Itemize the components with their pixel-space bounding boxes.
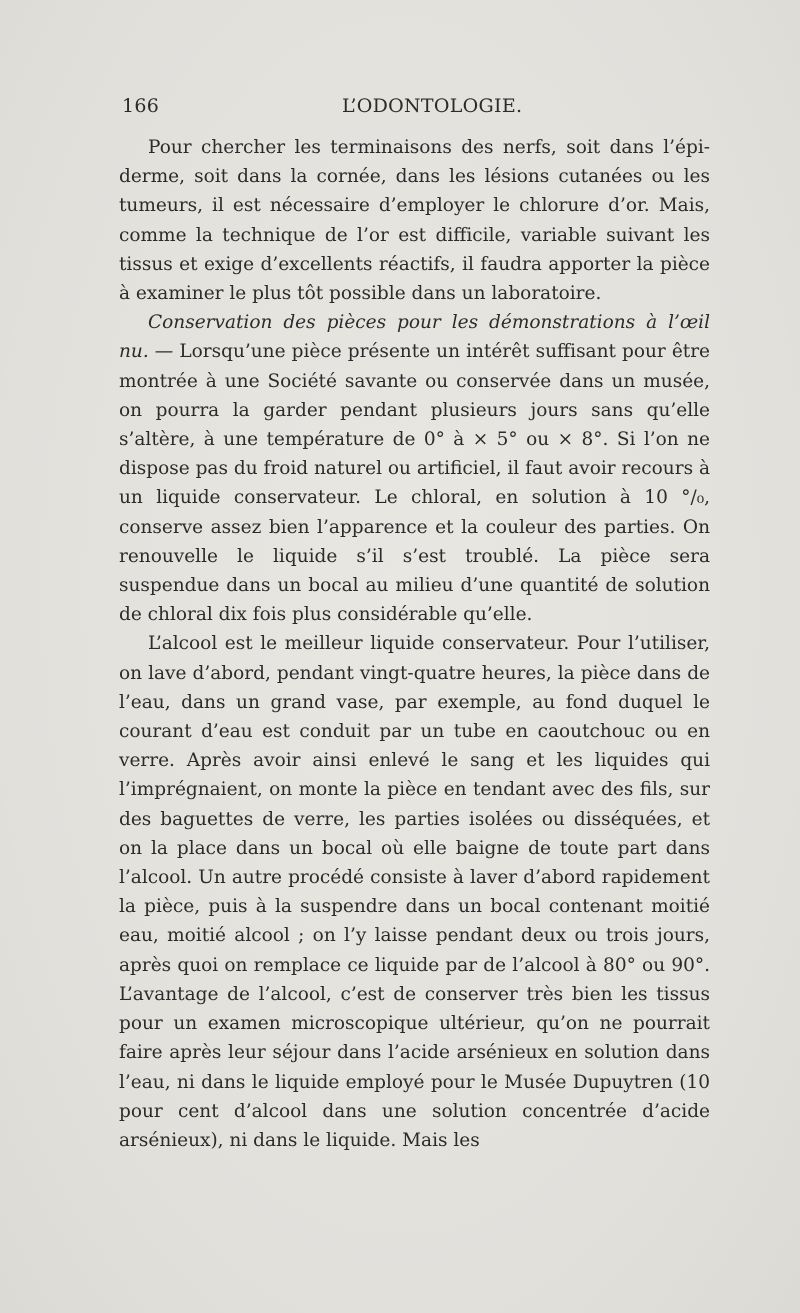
paragraph-text: L’alcool est le meilleur liquide conservateur. Pour l’utiliser, on lave d’abord, pendant vingt-quatre heures, la pièce dans de l’eau, dans un grand vase, par exemple, au fond duquel le courant d’eau est conduit par un tube en caoutchouc ou en verre. Après avoir ainsi enlevé le sang et les liquides qui l’imprégnaient, on monte la pièce en tendant avec des fils, sur des baguettes de verre, les parties isolées ou disséquées, et on la place dans un bocal où elle baigne de toute part dans l’alcool. Un autre procédé consiste à laver d’abord rapidement la pièce, puis à la suspendre dans un bocal contenant moitié eau, moitié alcool ; on l’y laisse pendant deux ou trois jours, après quoi on remplace ce liquide par de l’alcool à 80° ou 90°. L’avantage de l’alcool, c’est de conserver très bien les tissus pour un examen microscopique ultérieur, qu’on ne pourrait faire après leur séjour dans l’acide arsénieux en solution dans l’eau, ni dans le liquide employé pour le Musée Dupuytren (10 pour cent d’alcool dans une solution concentrée d’acide arsénieux), ni dans le liquide. Mais les	[119, 633, 710, 1151]
paragraph-conservation	[119, 308, 710, 629]
page-number: 166	[122, 95, 160, 117]
paragraph-text: Lorsqu’une pièce présente un intérêt suffisant pour être montrée à une Société savante ou conservée dans un musée, on pourra la garder pendant plusieurs jours sans qu’elle s’altère, à une température de 0° à × 5° ou × 8°. Si l’on ne dispose pas du froid naturel ou artificiel, il faut avoir recours à un liquide conservateur. Le chloral, en solution à 10 °/₀, conserve assez bien l’apparence et la couleur des parties. On renouvelle le liquide s’il s’est troublé. La pièce sera suspendue dans un bocal au milieu d’une quantité de solution de chloral dix fois plus considérable qu’elle.	[119, 341, 711, 626]
paragraph-alcohol	[119, 629, 710, 1155]
paragraph-text: Pour chercher les terminaisons des nerfs, soit dans l’épiderme, soit dans la cornée, dans les lésions cutanées ou les tumeurs, il est nécessaire d’employer le chlorure d’or. Mais, comme la technique de l’or est difficile, variable suivant les tissus et exige d’excellents réactifs, il faudra apporter la pièce à examiner le plus tôt possible dans un laboratoire.	[119, 137, 710, 305]
body-text	[119, 133, 710, 1155]
running-title: L’ODONTOLOGIE.	[342, 95, 523, 117]
paragraph-gold-chloride	[119, 133, 710, 308]
section-title: Conservation des pièces pour les démonstrations à l’œil nu. —	[119, 312, 710, 363]
running-head	[122, 95, 708, 121]
